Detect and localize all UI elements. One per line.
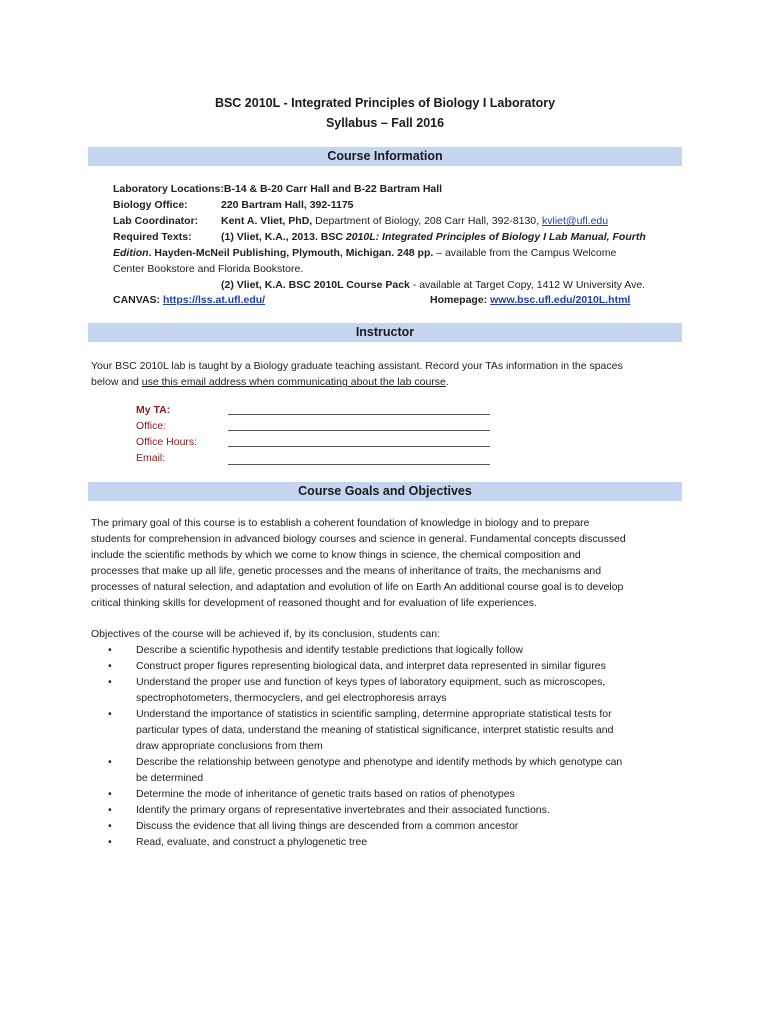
objective-item bbox=[136, 642, 681, 658]
objective-text: Describe a scientific hypothesis and identify testable predictions that logically follow bbox=[136, 644, 523, 656]
objective-text: Read, evaluate, and construct a phylogenetic tree bbox=[136, 836, 368, 848]
objective-item bbox=[136, 786, 681, 802]
canvas-label: CANVAS: bbox=[113, 294, 161, 306]
text2-citation: (2) Vliet, K.A. BSC 2010L Course Pack bbox=[221, 279, 410, 291]
text2-availability: - available at Target Copy, 1412 W University Ave. bbox=[409, 279, 646, 291]
objective-text: Determine the mode of inheritance of genetic traits based on ratios of phenotypes bbox=[136, 788, 515, 800]
email-label: Email: bbox=[136, 452, 166, 464]
objective-text: Identify the primary organs of representative invertebrates and their associated functions. bbox=[136, 804, 550, 816]
objective-bullet: • bbox=[108, 708, 112, 720]
objective-text: Understand the importance of statistics in scientific sampling, determine appropriate statistical tests for bbox=[136, 708, 612, 720]
email-blank[interactable] bbox=[228, 464, 490, 465]
goals-line: The primary goal of this course is to establish a coherent foundation of knowledge in biology and to prepare bbox=[91, 517, 590, 529]
instructor-email-note: use this email address when communicating about the lab course bbox=[141, 376, 446, 388]
lab-coordinator-label: Lab Coordinator: bbox=[113, 215, 199, 227]
goals-line: processes that make up all life, genetic processes and the means of inheritance of traits, the mechanisms and bbox=[91, 565, 602, 577]
objective-bullet: • bbox=[108, 804, 112, 816]
text1-citation: (1) Vliet, K.A., 2013. BSC bbox=[221, 231, 346, 243]
office-hours-label: Office Hours: bbox=[136, 436, 198, 448]
instructor-line-2 bbox=[91, 374, 681, 390]
homepage-link[interactable]: www.bsc.ufl.edu/2010L.html bbox=[490, 294, 631, 306]
objective-text: be determined bbox=[136, 772, 204, 784]
instructor-paragraph bbox=[91, 358, 681, 390]
required-text-2 bbox=[221, 278, 645, 292]
objective-text: Describe the relationship between genotype and phenotype and identify methods by which genotype can bbox=[136, 756, 623, 768]
instructor-line-2-end: . bbox=[445, 376, 449, 388]
objective-text: Discuss the evidence that all living things are descended from a common ancestor bbox=[136, 820, 519, 832]
objective-text: draw appropriate conclusions from them bbox=[136, 740, 323, 752]
lab-locations-label: Laboratory Locations: bbox=[113, 183, 224, 195]
section-heading-course-information: Course Information bbox=[88, 147, 682, 166]
my-ta-label: My TA: bbox=[136, 404, 171, 416]
lab-coordinator-value bbox=[221, 214, 608, 228]
canvas-row bbox=[113, 293, 265, 307]
document-title: BSC 2010L - Integrated Principles of Biology I Laboratory bbox=[214, 96, 556, 110]
coordinator-detail: Department of Biology, 208 Carr Hall, 392-8130, bbox=[312, 215, 542, 227]
homepage-row bbox=[430, 293, 630, 307]
lab-locations-row bbox=[113, 182, 442, 196]
canvas-link[interactable]: https://lss.at.ufl.edu/ bbox=[162, 294, 266, 306]
objective-text: spectrophotometers, thermocyclers, and gel electrophoresis arrays bbox=[136, 692, 447, 704]
required-text-1-line1 bbox=[221, 230, 646, 244]
objective-bullet: • bbox=[108, 660, 112, 672]
objective-item bbox=[136, 754, 681, 786]
text1-availability: – available from the Campus Welcome bbox=[433, 247, 617, 259]
my-ta-blank[interactable] bbox=[228, 414, 490, 415]
section-heading-instructor: Instructor bbox=[88, 323, 682, 342]
objective-bullet: • bbox=[108, 836, 112, 848]
objective-item bbox=[136, 706, 681, 754]
objective-item bbox=[136, 818, 681, 834]
required-texts-label: Required Texts: bbox=[113, 231, 192, 243]
goals-line: processes of natural selection, and adaptation and evolution of life on Earth An additional course goal is to develop bbox=[91, 581, 624, 593]
objectives-intro: Objectives of the course will be achieved if, by its conclusion, students can: bbox=[91, 628, 441, 640]
text1-title: 2010L: Integrated Principles of Biology I Lab Manual, Fourth bbox=[345, 231, 646, 243]
section-heading-course-goals: Course Goals and Objectives bbox=[88, 482, 682, 501]
required-text-1-line3: Center Bookstore and Florida Bookstore. bbox=[113, 263, 304, 275]
goals-paragraph bbox=[91, 515, 681, 611]
document-subtitle: Syllabus – Fall 2016 bbox=[325, 116, 445, 130]
instructor-line-2-start: below and bbox=[91, 376, 142, 388]
objective-bullet: • bbox=[108, 676, 112, 688]
required-text-1-line2 bbox=[113, 246, 616, 260]
objective-bullet: • bbox=[108, 820, 112, 832]
objective-bullet: • bbox=[108, 644, 112, 656]
objective-text: Construct proper figures representing biological data, and interpret data represented in similar figures bbox=[136, 660, 606, 672]
objective-item bbox=[136, 674, 681, 706]
text1-publisher: . Hayden-McNeil Publishing, Plymouth, Michigan. 248 pp. bbox=[148, 247, 434, 259]
objective-text: Understand the proper use and function of keys types of laboratory equipment, such as microscopes, bbox=[136, 676, 606, 688]
coordinator-email-link[interactable]: kvliet@ufl.edu bbox=[541, 215, 609, 227]
biology-office-label: Biology Office: bbox=[113, 199, 188, 211]
objective-bullet: • bbox=[108, 756, 112, 768]
text1-title-edition: Edition bbox=[113, 247, 149, 259]
instructor-line-1: Your BSC 2010L lab is taught by a Biology graduate teaching assistant. Record your TAs information in the spaces bbox=[91, 360, 623, 372]
office-blank[interactable] bbox=[228, 430, 490, 431]
objective-item bbox=[136, 658, 681, 674]
biology-office-value: 220 Bartram Hall, 392-1175 bbox=[221, 199, 354, 211]
lab-locations-value: B-14 & B-20 Carr Hall and B-22 Bartram Hall bbox=[223, 183, 443, 195]
office-hours-blank[interactable] bbox=[228, 446, 490, 447]
goals-line: include the scientific methods by which we come to know things in science, the chemical composition and bbox=[91, 549, 581, 561]
coordinator-name: Kent A. Vliet, PhD, bbox=[221, 215, 313, 227]
objective-text: particular types of data, understand the meaning of statistical significance, interpret statistic results and bbox=[136, 724, 614, 736]
objective-item bbox=[136, 834, 681, 850]
goals-line: critical thinking skills for development of reasoned thought and for evaluation of life experiences. bbox=[91, 597, 537, 609]
objective-bullet: • bbox=[108, 788, 112, 800]
objective-item bbox=[136, 802, 681, 818]
goals-line: students for comprehension in advanced biology courses and science in general. Fundamental concepts discussed bbox=[91, 533, 626, 545]
homepage-label: Homepage: bbox=[430, 294, 488, 306]
office-label: Office: bbox=[136, 420, 167, 432]
